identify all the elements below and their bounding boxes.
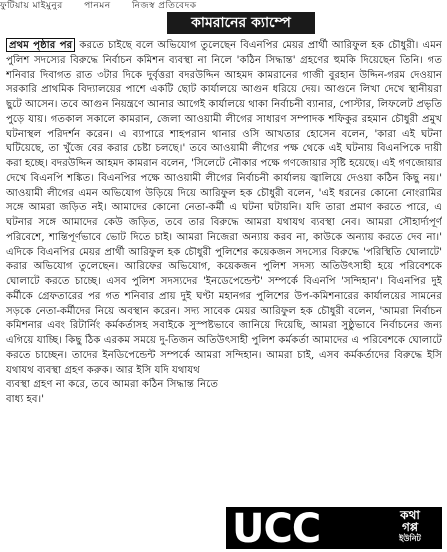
top-strip-middle: পানমন — [84, 1, 111, 11]
top-strip-right: নিজস্ব প্রতিবেদক — [131, 1, 197, 11]
logo-side-line3: ইউনিট — [399, 534, 421, 543]
article-tail: ব্যবস্থা গ্রহণ না করে, তবে আমরা কঠিন সিদ্ধান্ত নিতে বাধ্য হব।' — [6, 379, 218, 405]
logo-mark: UCC — [232, 507, 321, 549]
article-text: করতে চাইছে বলে অভিযোগ তুলেছেন বিএনপির মেয়র প্রার্থী আরিফুল হক চৌধুরী। এমন পুলিশ সদস্যের বিরুদ্ধে নির্বাচন কমিশন ব্যবস্থা না নিলে 'কঠিন সিদ্ধান্ত' গ্রহণের হুমকি দিয়েছেন তিনি। গত শনিবার দিবাগত রাত ৩টার দিকে দুর্বৃত্তরা বদরউদ্দিন আহমদ কামরানের গাজী বুরহান উদ্দিন-গরম দেওয়ান সরকারি প্রাথমিক বিদ্যালয়ের পাশে একটি ছোট কার্যালয়ে আগুন ধরিয়ে দেয়। আগুনে লিখা দেখে স্থানীয়রা ছুটে আসেন। তবে আগুন নিয়ন্ত্রণে আনার আগেই কার্যালয়ে থাকা নির্বাচনী ব্যানার, পোস্টার, লিফলেট প্রভৃতি পুড়ে যায়। গতকাল সকালে কামরান, জেলা আওয়ামী লীগের সাধারণ সম্পাদক শফিকুর রহমান চৌধুরী প্রমুখ ঘটনাস্থল পরিদর্শন করেন। এ ব্যাপারে শাহপরান থানার ওসি আখতার হোসেন বলেন, 'কারা এই ঘটনা ঘটিয়েছে, তা খুঁজে বের করার চেষ্টা চলছে।' তবে আওয়ামী লীগের পক্ষ থেকে এই ঘটনায় বিএনপিকে দায়ী করা হচ্ছে। বদরউদ্দিন আহমদ কামরান বলেন, 'সিলেটে নৌকার পক্ষে গণজোয়ার সৃষ্টি হয়েছে। এই গণজোয়ার দেখে বিএনপি শঙ্কিত। বিএনপির পক্ষে আওয়ামী লীগের নির্বাচনী কার্যালয় জ্বালিয়ে দেওয়া কঠিন কিছু নয়।' আওয়ামী লীগের এমন অভিযোগ উড়িয়ে দিয়ে আরিফুল হক চৌধুরী বলেন, 'এই ধরনের কোনো নোংরামির সঙ্গে আমরা জড়িত নই। আমাদের কোনো নেতা-কর্মী এ ঘটনা ঘটায়নি। যদি তারা প্রমাণ করতে পারে, এ ঘটনার সঙ্গে আমাদের কেউ জড়িত, তবে তার বিরুদ্ধে আমরা যথাযথ ব্যবস্থা নেব। আমরা সৌহার্দ্যপূর্ণ পরিবেশে, শান্তিপূর্ণভাবে ভোট দিতে চাই। আমরা নিজেরা অন্যায় করব না, কাউকে অন্যায় করতে দেব না।' এদিকে বিএনপির মেয়র প্রার্থী আরিফুল হক চৌধুরী পুলিশের কয়েকজন সদস্যের বিরুদ্ধে 'পরিস্থিতি ঘোলাটে' করার অভিযোগ তুলেছেন। আরিফের অভিযোগ, কয়েকজন পুলিশ সদস্য অতিউৎসাহী হয়ে পরিবেশকে ঘোলাটে করতে চাচ্ছে। এসব পুলিশ সদস্যদের 'ইনডেপেন্ডেন্ট' সম্পর্কে বিএনপি 'সন্দিহান'। বিএনপির দুই কর্মীকে গ্রেফতারের পর গত শনিবার প্রায় দুই ঘণ্টা মহানগর পুলিশের উপ-কমিশনারের কার্যালয়ের সামনের সড়কে নেতা-কর্মীদের নিয়ে অবস্থান করেন। সদ্য সাবেক মেয়র আরিফুল হক চৌধুরী বলেন, 'আমরা নির্বাচন কমিশনার এবং রিটার্নিং কর্মকর্তাসহ সবাইকে সুস্পষ্টভাবে জানিয়ে দিয়েছি, আমরা সুষ্ঠুভাবে নির্বাচনের জন্য এগিয়ে যাচ্ছি। কিছু ঠিক এরকম সময়ে দু-তিজন অতিউৎসাহী পুলিশ কর্মকর্তা আমাদের এ পরিবেশকে ঘোলাটে করতে চাচ্ছেন। তাদের ইনডিপেন্ডেন্ট সম্পর্কে আমরা সন্দিহান। আমরা চাই, এসব কর্মকর্তাদের বিরুদ্ধে ইসি যথাযথ ব্যবস্থা গ্রহণ করুক। আর ইসি যদি যথাযথ — [6, 40, 442, 376]
top-strip — [0, 0, 447, 12]
ucc-logo — [226, 507, 442, 549]
logo-side-line1: কথা — [400, 508, 420, 522]
article-body — [6, 38, 442, 508]
logo-side-line2: গপ্প — [401, 520, 418, 534]
headline: কামরানের ক্যাম্পে — [167, 12, 315, 34]
top-strip-left: ফুটিয়ায় মাইমুনুর — [0, 1, 63, 11]
article-paragraph — [6, 38, 442, 378]
logo-side-text — [382, 509, 438, 547]
lead-label: প্রথম পৃষ্ঠার পর — [6, 38, 75, 52]
